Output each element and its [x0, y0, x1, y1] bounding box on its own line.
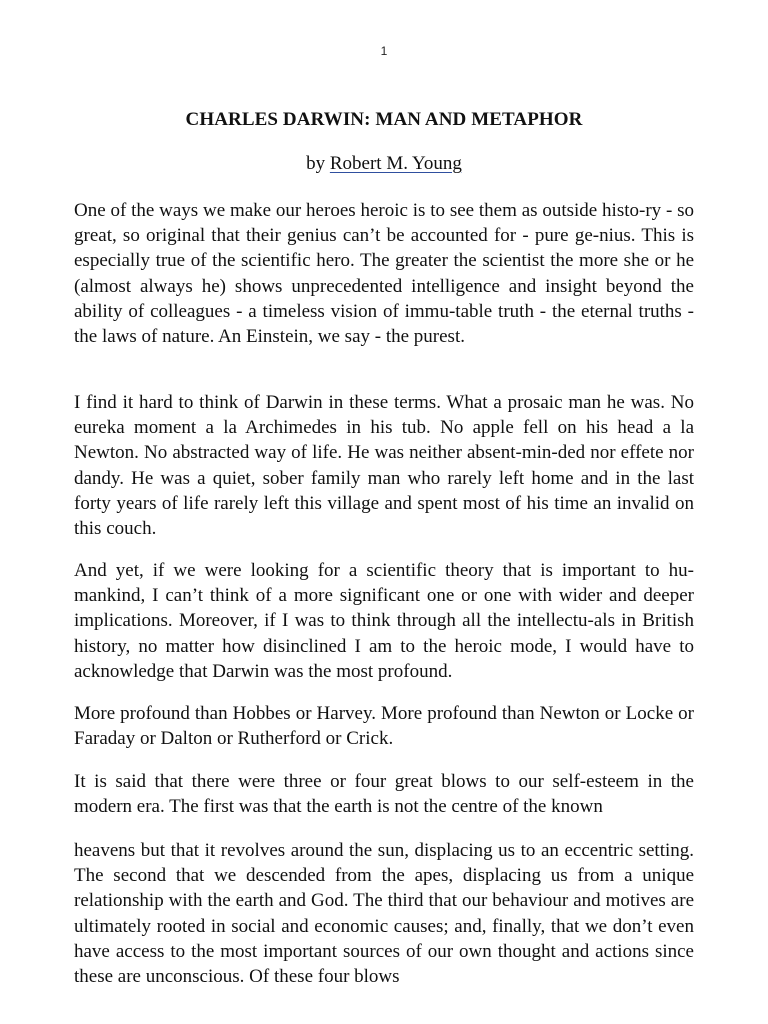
paragraph-1	[74, 198, 694, 349]
paragraph-4	[74, 701, 694, 751]
paragraph-text: More profound than Hobbes or Harvey. More profound than Newton or Locke or Faraday or Dalton or Rutherford or Crick.	[74, 703, 694, 750]
paragraph-text: I find it hard to think of Darwin in these terms. What a prosaic man he was. No eureka moment a la Archimedes in his tub. No apple fell on his head a la Newton. No abstracted way of life. He was neither absent-min-ded nor effete nor dandy. He was a quiet, sober family man who rarely left home and in the last forty years of life rarely left this village and spent most of his time an invalid on this couch.	[74, 392, 694, 540]
paragraph-text: It is said that there were three or four great blows to our self-esteem in the modern era. The first was that the earth is not the centre of the known	[74, 771, 694, 818]
document-title: CHARLES DARWIN: MAN AND METAPHOR	[185, 109, 583, 130]
page-number: 1	[380, 44, 388, 58]
paragraph-text: And yet, if we were looking for a scientific theory that is important to hu-mankind, I can’t think of a more significant one or one with wider and deeper implications. Moreover, if I was to think through all the intellectu-als in British history, no matter how disinclined I am to the heroic mode, I would have to acknowledge that Darwin was the most profound.	[74, 560, 694, 682]
byline	[0, 153, 768, 175]
paragraph-text: One of the ways we make our heroes heroic is to see them as outside histo-ry - so great, so original that their genius can’t be accounted for - pure ge-nius. This is especially true of the scientific hero. The greater the scientist the more she or he (almost always he) shows unprecedented intelligence and insight beyond the ability of colleagues - a timeless vision of immu-table truth - the eternal truths - the laws of nature. An Einstein, we say - the purest.	[74, 200, 694, 348]
paragraph-2	[74, 390, 694, 541]
paragraph-text: heavens but that it revolves around the sun, displacing us to an eccentric setting. The second that we descended from the apes, displacing us from a unique relationship with the earth and God. The third that our behaviour and motives are ultimately rooted in social and economic causes; and, finally, that we don’t even have access to the most important sources of our own thought and actions since these are unconscious. Of these four blows	[74, 840, 694, 988]
paragraph-6	[74, 838, 694, 989]
paragraph-5	[74, 769, 694, 819]
byline-prefix: by	[306, 153, 330, 174]
author-link[interactable]: Robert M. Young	[329, 153, 462, 174]
paragraph-3	[74, 558, 694, 684]
